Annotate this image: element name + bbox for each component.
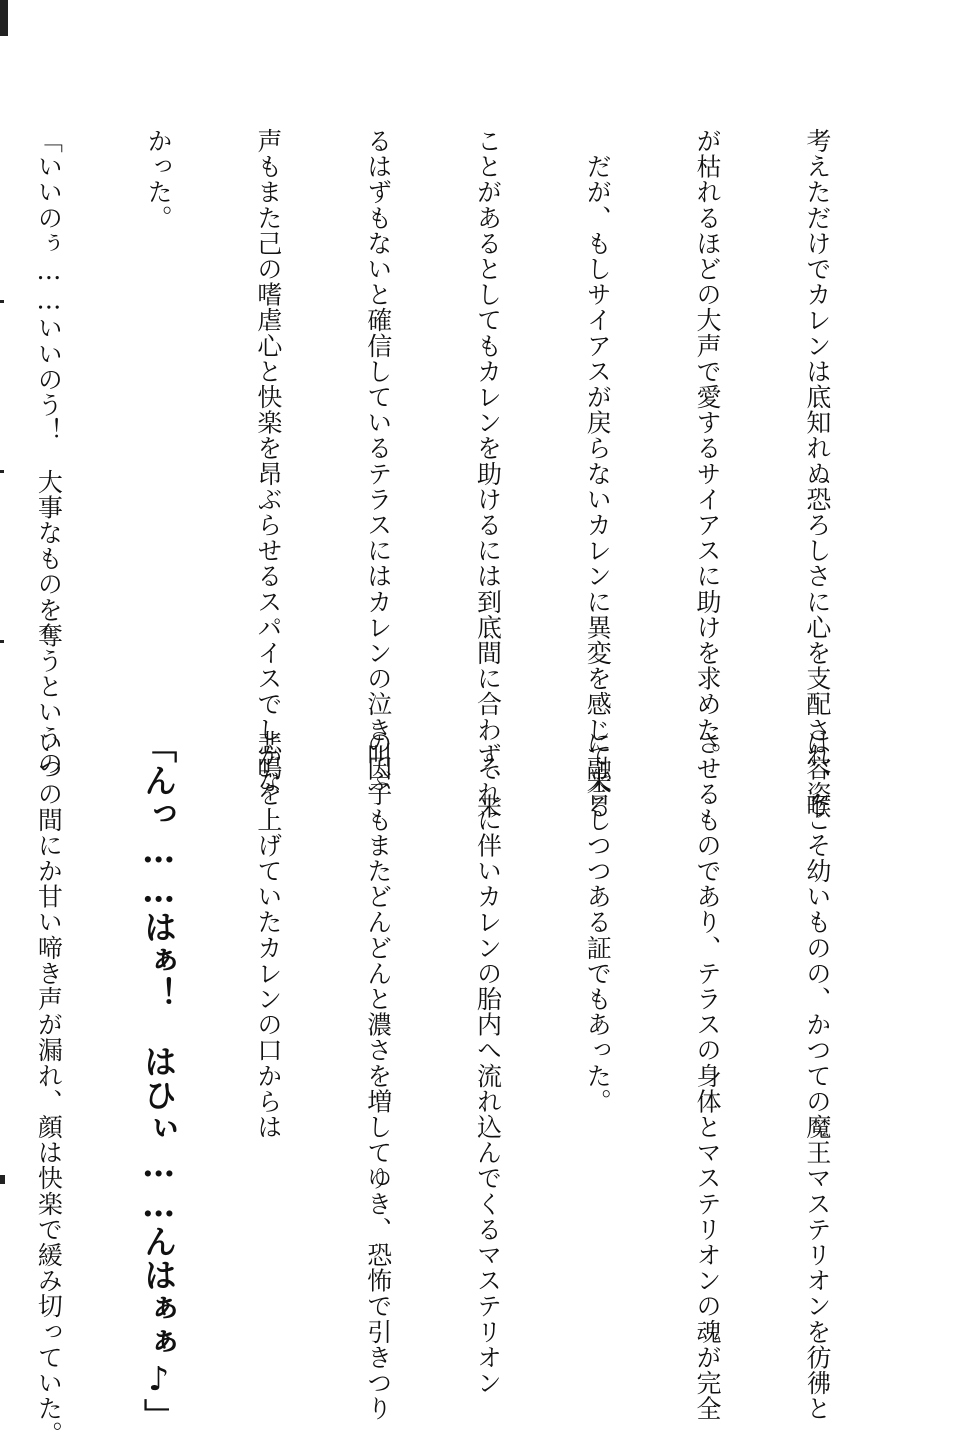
text-line: が枯れるほどの大声で愛するサイアスに助けを求めた。 — [693, 128, 723, 768]
text-line: それに伴いカレンの胎内へ流れ込んでくるマステリオン — [473, 730, 503, 1396]
text-line: るはずもないと確信しているテラスにはカレンの泣き叫ぶ — [363, 128, 393, 794]
scan-edge-mark — [0, 0, 8, 36]
text-line: 声もまた己の嗜虐心と快楽を昂ぶらせるスパイスでしかな — [253, 128, 283, 794]
text-line: の因子もまたどんどんと濃さを増してゆき、恐怖で引きつり — [363, 730, 393, 1422]
text-line: に融合しつつある証でもあった。 — [583, 730, 613, 1114]
upper-text-tier — [34, 128, 908, 820]
text-line: は容姿こそ幼いものの、かつての魔王マステリオンを彷彿と — [802, 730, 832, 1422]
text-line: ことがあるとしてもカレンを助けるには到底間に合わず、来 — [473, 128, 503, 820]
text-line: 「いいのぅ……いいのう！ 大事なものを奪うというの — [34, 128, 64, 776]
text-line: 考えただけでカレンは底知れぬ恐ろしさに心を支配され、喉 — [802, 128, 832, 820]
text-line: いつの間にか甘い啼き声が漏れ、顔は快楽で緩み切っていた。 — [34, 730, 64, 1447]
lower-text-tier — [34, 730, 908, 1447]
text-line: かった。 — [144, 128, 174, 231]
emphasized-dialogue-line: 「んっ……はぁ！ はひぃ……んはぁぁ♪」 — [139, 730, 179, 1432]
text-line: だが、もしサイアスが戻らないカレンに異変を感じて来る — [583, 128, 613, 820]
text-line: 悲鳴を上げていたカレンの口からは — [253, 730, 283, 1140]
text-line: させるものであり、テラスの身体とマステリオンの魂が完全 — [693, 730, 723, 1422]
